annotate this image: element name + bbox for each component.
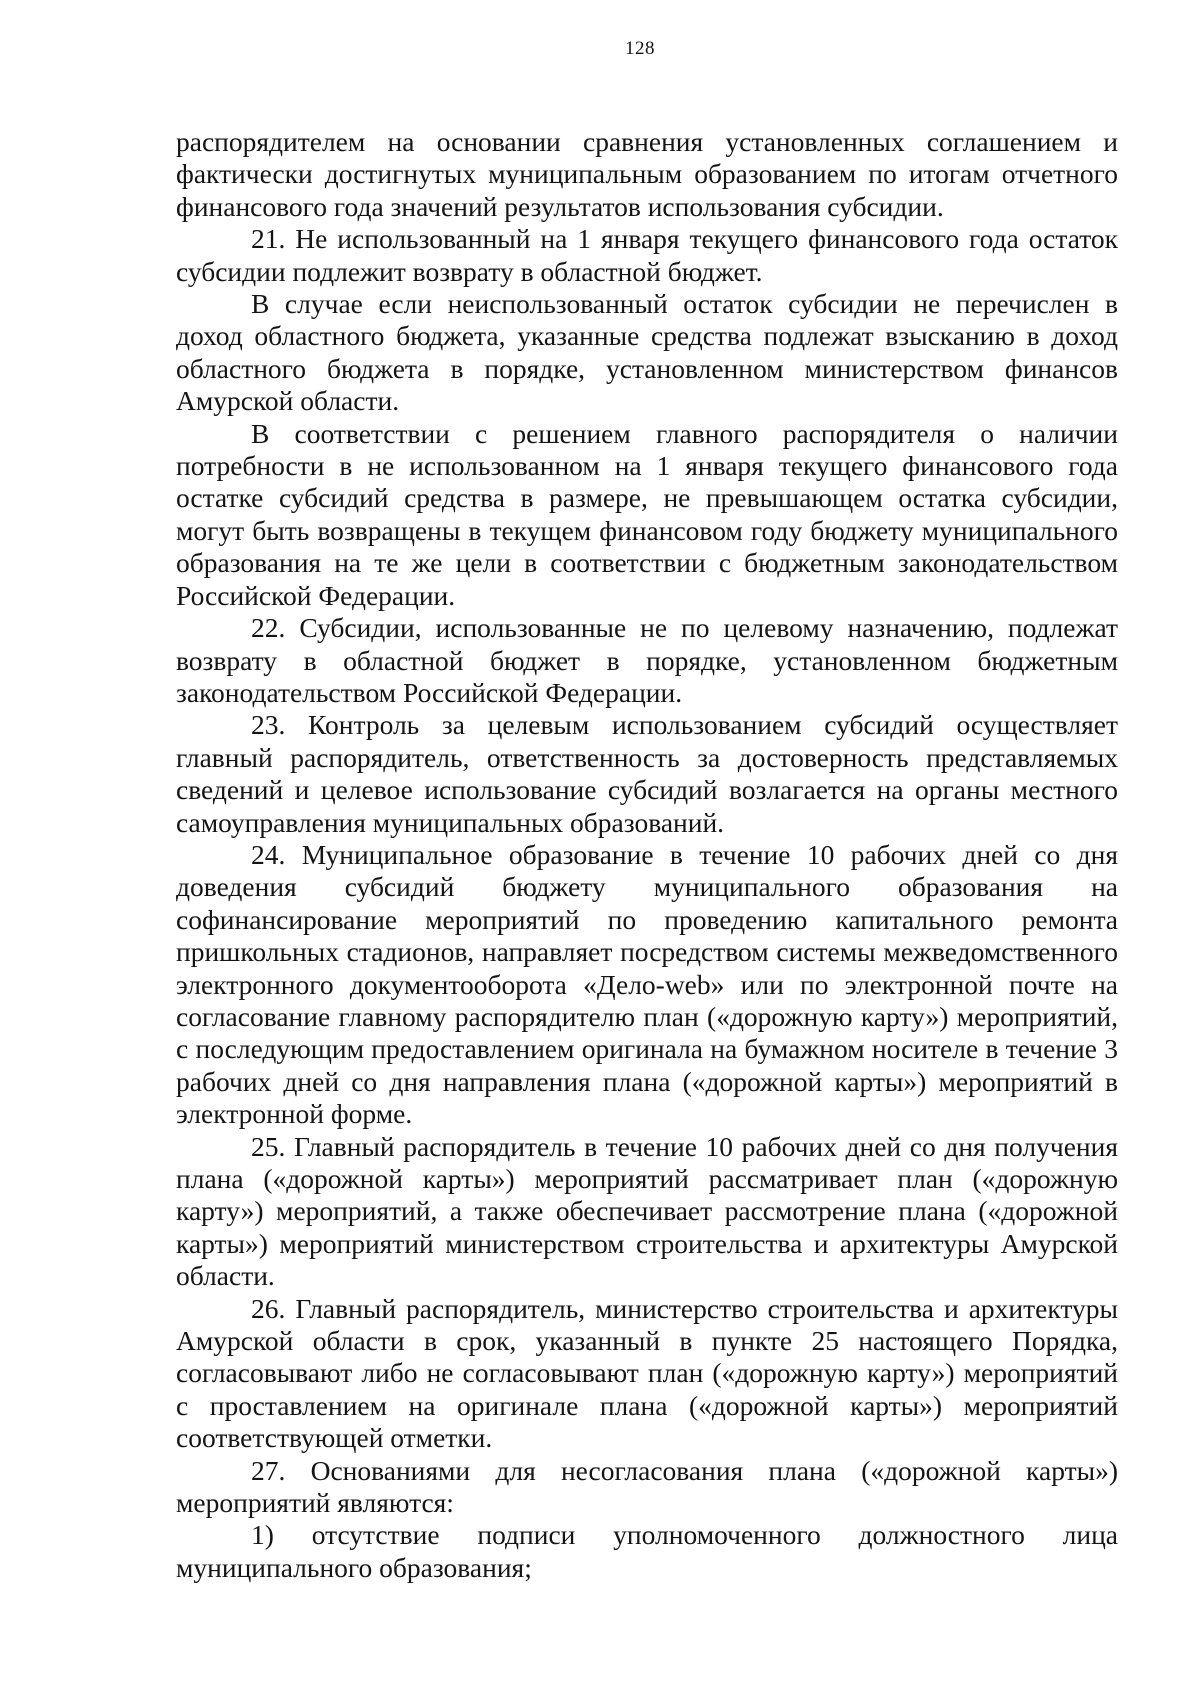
paragraph-item-27: 27. Основаниями для несогласования плана («дорожной карты») мероприятий являются: [176, 1454, 1118, 1519]
paragraph-item-23: 23. Контроль за целевым использованием субсидий осуществляет главный распорядитель, ответственность за достоверность представляемых сведений и целевое использование субсидий возлагается на органы местного самоуправления муниципальных образований. [176, 709, 1118, 838]
paragraph-item-26: 26. Главный распорядитель, министерство строительства и архитектуры Амурской области в срок, указанный в пункте 25 настоящего Порядка, согласовывают либо не согласовывают план («дорожную карту») мероприятий с проставлением на оригинале плана («дорожной карты») мероприятий соответствующей отметки. [176, 1292, 1118, 1454]
document-body [176, 126, 1118, 1584]
paragraph-item-24: 24. Муниципальное образование в течение 10 рабочих дней со дня доведения субсидий бюджету муниципального образования на софинансирование мероприятий по проведению капитального ремонта пришкольных стадионов, направляет посредством системы межведомственного электронного документооборота «Дело-web» или по электронной почте на согласование главному распорядителю план («дорожную карту») мероприятий, с последующим предоставлением оригинала на бумажном носителе в течение 3 рабочих дней со дня направления плана («дорожной карты») мероприятий в электронной форме. [176, 838, 1118, 1130]
paragraph-item-21-unspent-balance: В случае если неиспользованный остаток субсидии не перечислен в доход областного бюджета, указанные средства подлежат взысканию в доход областного бюджета в порядке, установленном министерством финансов Амурской области. [176, 288, 1118, 417]
paragraph-item-22: 22. Субсидии, использованные не по целевому назначению, подлежат возврату в областной бюджет в порядке, установленном бюджетным законодательством Российской Федерации. [176, 612, 1118, 708]
page-number: 128 [625, 38, 655, 59]
paragraph-continuation: распорядителем на основании сравнения установленных соглашением и фактически достигнутых муниципальным образованием по итогам отчетного финансового года значений результатов использования субсидии. [176, 126, 1118, 222]
paragraph-item-21-return-decision: В соответствии с решением главного распорядителя о наличии потребности в не использованном на 1 января текущего финансового года остатке субсидий средства в размере, не превышающем остатка субсидии, могут быть возвращены в текущем финансовом году бюджету муниципального образования на те же цели в соответствии с бюджетным законодательством Российской Федерации. [176, 417, 1118, 611]
paragraph-item-21: 21. Не использованный на 1 января текущего финансового года остаток субсидии подлежит возврату в областной бюджет. [176, 223, 1118, 287]
paragraph-item-27-sub-1: 1) отсутствие подписи уполномоченного должностного лица муниципального образования; [176, 1519, 1118, 1583]
paragraph-item-25: 25. Главный распорядитель в течение 10 рабочих дней со дня получения плана («дорожной карты») мероприятий рассматривает план («дорожную карту») мероприятий, а также обеспечивает рассмотрение плана («дорожной карты») мероприятий министерством строительства и архитектуры Амурской области. [176, 1130, 1118, 1292]
